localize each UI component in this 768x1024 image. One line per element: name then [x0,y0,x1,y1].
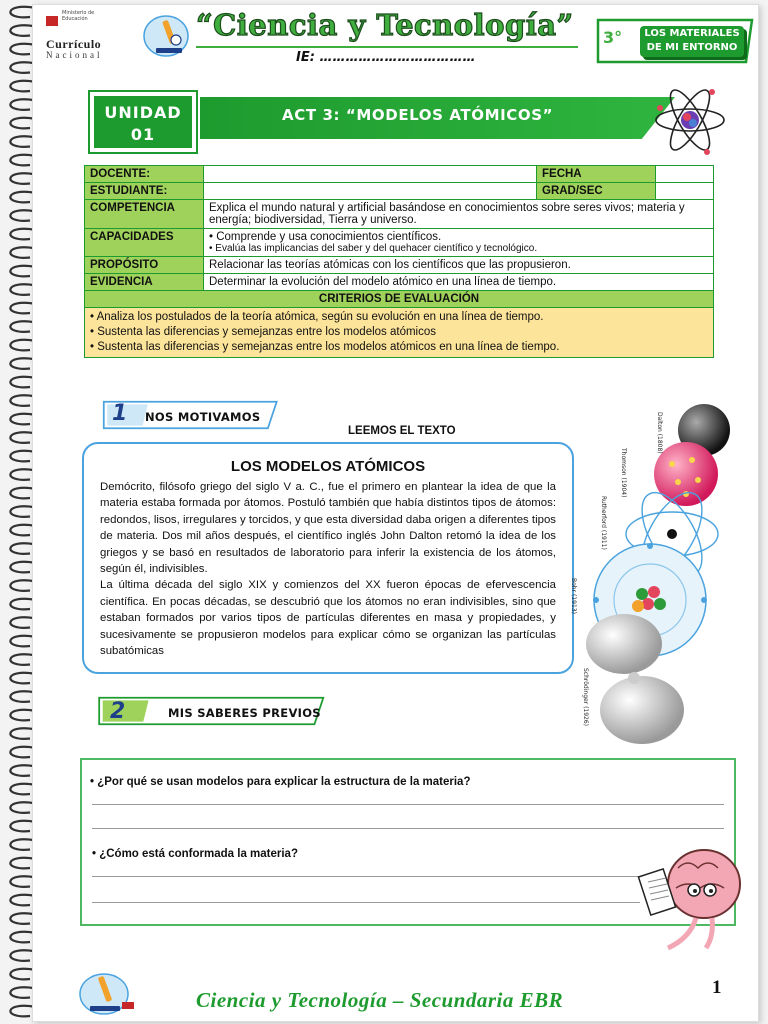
criterios-list [85,308,714,358]
gradsec-field[interactable] [656,183,714,200]
estudiante-label: ESTUDIANTE: [85,183,204,200]
model-label: Bohr (1913) [570,578,577,614]
capacidad-item: • Evalúa las implicancias del saber y del quehacer científico y tecnológico. [209,243,538,254]
minedu-logo-text: Ministerio de Educación [62,10,95,22]
activity-title: ACT 3: “MODELOS ATÓMICOS” [282,106,554,124]
table-row [85,166,714,183]
reading-box [82,442,574,674]
title-underline [196,46,578,48]
section1-number: 1 [112,401,128,426]
docente-field[interactable] [204,166,537,183]
ie-field[interactable]: IE: ……………………………… [296,50,476,65]
model-label: Rutherford (1911) [600,496,607,550]
unit-tag-label: LOS MATERIALES DE MI ENTORNO [640,26,744,57]
table-row [85,291,714,308]
competencia-text: Explica el mundo natural y artificial basándose en conocimientos sobre seres vivos; materia y energía; biodiversidad, Tierra y universo. [204,200,714,229]
answer-line[interactable] [92,828,724,829]
criterios-heading: CRITERIOS DE EVALUACIÓN [85,291,714,308]
leemos-label: LEEMOS EL TEXTO [348,425,456,437]
section2-number: 2 [110,699,126,724]
reading-paragraph: La última década del siglo XIX y comienzos del XX fueron épocas de efervescencia científica. En pocas décadas, se descubrió que los átomos no eran indivisibles, sino que estaban formados por varios tipos de partículas diferentes en masa y propiedades, y sucesivamente se propusieron modelos para explicar cómo se organizan las partículas subatómicas [100,579,556,658]
microscope-logo-icon [142,10,202,58]
unidad-number: 01 [130,125,156,144]
curriculo-label: Currículo [46,37,102,51]
answer-line[interactable] [92,804,724,805]
question-2: • ¿Cómo está conformada la materia? [92,848,298,860]
table-row [85,229,714,257]
page-number: 1 [712,977,722,998]
estudiante-field[interactable] [204,183,537,200]
fecha-label: FECHA [537,166,656,183]
footer-text: Ciencia y Tecnología – Secundaria EBR [196,988,564,1012]
peru-flag-logo [46,11,58,30]
proposito-text: Relacionar las teorías atómicas con los científicos que las propusieron. [204,257,714,274]
answer-line[interactable] [92,876,640,877]
table-row [85,274,714,291]
section2-label: MIS SABERES PREVIOS [168,706,321,720]
table-row [85,257,714,274]
question-1: • ¿Por qué se usan modelos para explicar la estructura de la materia? [90,776,471,788]
proposito-label: PROPÓSITO [85,257,204,274]
section1-label: NOS MOTIVAMOS [145,410,261,424]
fecha-field[interactable] [656,166,714,183]
footer-microscope-logo-icon [74,966,136,1016]
unidad-box [90,92,196,152]
model-label: Schrödinger (1926) [582,668,589,727]
answer-line[interactable] [92,902,640,903]
competencia-label: COMPETENCIA [85,200,204,229]
capacidades-cell [204,229,714,257]
model-label: Dalton (1808) [656,412,663,454]
capacidad-item: • Comprende y usa conocimientos científicos. [209,231,442,243]
docente-label: DOCENTE: [85,166,204,183]
capacidades-label: CAPACIDADES [85,229,204,257]
table-row [85,200,714,229]
reading-brain-mascot-icon [638,838,748,956]
unidad-label: UNIDAD [104,103,182,122]
criterio-item: • Sustenta las diferencias y semejanzas entre los modelos atómicos en una línea de tiempo. [90,341,560,353]
atom-icon [652,80,732,164]
reading-paragraph: Demócrito, filósofo griego del siglo V a. C., fue el primero en plantear la idea de que la materia estaba formada por átomos. Postuló también que había distintos tipos de átomos: redondos, lisos, irregulares y torcidos, y que esta diversidad daba origen a diferentes tipos de materia. Dos mil años después, el científico inglés John Dalton retomó la idea de los griegos y se basó en resultados de laboratorio para inferir la existencia de los átomos, según él, indivisibles. [100,481,556,576]
evidencia-text: Determinar la evolución del modelo atómico en una línea de tiempo. [204,274,714,291]
main-title: “Ciencia y Tecnología” [196,8,574,42]
unit-tag-number-icon: 3° [603,28,623,47]
info-table [84,165,714,358]
table-row [85,308,714,358]
criterio-item: • Sustenta las diferencias y semejanzas entre los modelos atómicos [90,326,436,338]
table-row [85,183,714,200]
nacional-label: Nacional [46,50,103,60]
criterio-item: • Analiza los postulados de la teoría atómica, según su evolución en una línea de tiempo. [90,311,544,323]
gradsec-label: GRAD/SEC [537,183,656,200]
model-label: Thomson (1904) [620,448,627,498]
reading-title: LOS MODELOS ATÓMICOS [230,458,426,475]
evidencia-label: EVIDENCIA [85,274,204,291]
atomic-models-illustration [570,398,730,753]
